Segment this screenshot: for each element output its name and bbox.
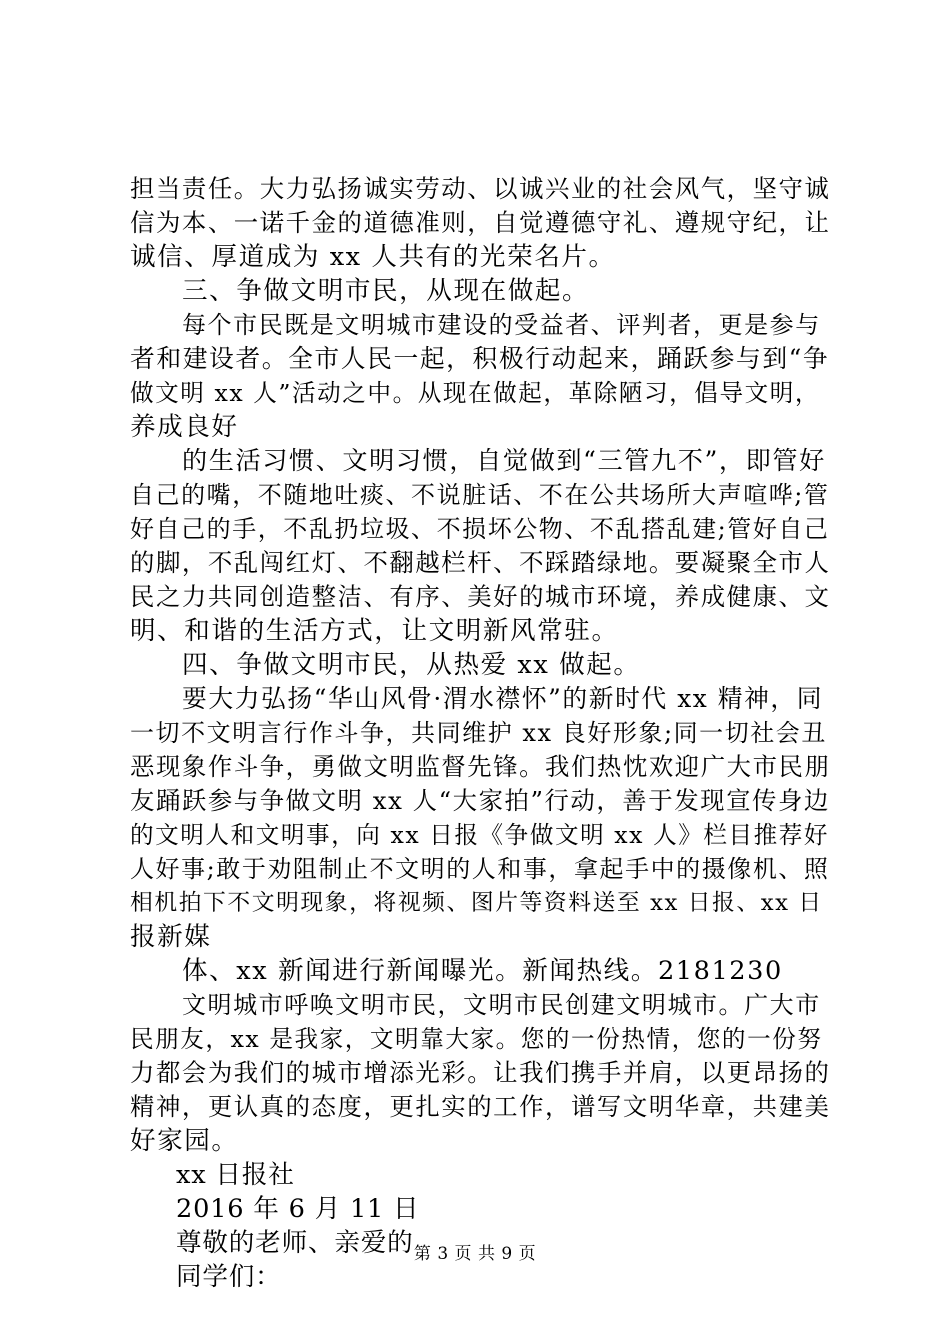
text-line: 每个市民既是文明城市建设的受益者、评判者，更是参与 xyxy=(182,311,821,339)
text-line: 体、xx 新闻进行新闻曝光。新闻热线。2181230 xyxy=(182,956,783,986)
document-body xyxy=(130,172,830,1294)
text-line: 做文明 xx 人”活动之中。从现在做起，革除陋习，倡导文明， xyxy=(130,379,821,407)
text-line: 好家园。 xyxy=(130,1126,239,1156)
text-line: 的脚，不乱闯红灯、不翻越栏杆、不踩踏绿地。要凝聚全市人 xyxy=(130,548,831,577)
text-line: 民朋友，xx 是我家，文明靠大家。您的一份热情，您的一份努 xyxy=(130,1025,823,1053)
text-line: 明、和谐的生活方式，让文明新风常驻。 xyxy=(130,616,619,646)
text-line: 恶现象作斗争，勇做文明监督先锋。我们热忱欢迎广大市民朋 xyxy=(130,752,831,781)
text-line: 诚信、厚道成为 xx 人共有的光荣名片。 xyxy=(130,242,616,272)
text-line: 报新媒 xyxy=(130,922,212,952)
text-line: 的文明人和文明事，向 xx 日报《争做文明 xx 人》栏目推荐好 xyxy=(130,821,830,849)
text-line: 力都会为我们的城市增添光彩。让我们携手并肩，以更昂扬的 xyxy=(130,1058,831,1087)
signature-line: 2016 年 6 月 11 日 xyxy=(176,1194,420,1224)
body-text xyxy=(130,172,830,1158)
text-line: 的生活习惯、文明习惯，自觉做到“三管九不”，即管好 xyxy=(182,446,826,475)
page-footer: 第 3 页 共 9 页 xyxy=(413,1244,537,1264)
text-line: 一切不文明言行作斗争，共同维护 xx 良好形象;同一切社会丑 xyxy=(130,719,827,747)
text-line: 自己的嘴，不随地吐痰、不说脏话、不在公共场所大声喧哗;管 xyxy=(130,481,830,509)
text-line: 担当责任。大力弘扬诚实劳动、以诚兴业的社会风气，坚守诚 xyxy=(130,174,831,203)
text-line: 要大力弘扬“华山风骨·渭水襟怀”的新时代 xx 精神，同 xyxy=(182,684,824,713)
text-line: 养成良好 xyxy=(130,412,239,442)
signature-block xyxy=(130,1158,830,1294)
text-line: 相机拍下不文明现象，将视频、图片等资料送至 xx 日报、xx 日 xyxy=(130,890,823,916)
text-line: 信为本、一诺千金的道德准则，自觉遵德守礼、遵规守纪，让 xyxy=(130,208,831,237)
text-line: 人好事;敢于劝阻制止不文明的人和事，拿起手中的摄像机、照 xyxy=(130,855,830,883)
text-line: 文明城市呼唤文明市民，文明市民创建文明城市。广大市 xyxy=(182,991,821,1019)
text-line: 四、争做文明市民，从热爱 xx 做起。 xyxy=(182,650,641,680)
text-line: 者和建设者。全市人民一起，积极行动起来，踊跃参与到“争 xyxy=(130,344,830,373)
text-line: 精神，更认真的态度，更扎实的工作，谱写文明华章，共建美 xyxy=(130,1092,831,1121)
signature-line: xx 日报社 xyxy=(176,1160,295,1190)
text-line: 友踊跃参与争做文明 xx 人“大家拍”行动，善于发现宣传身边 xyxy=(130,786,830,815)
signature-line: 同学们： xyxy=(176,1262,282,1292)
signature-line: 尊敬的老师、亲爱的 xyxy=(176,1228,414,1258)
text-line: 民之力共同创造整洁、有序、美好的城市环境，养成健康、文 xyxy=(130,582,831,611)
text-line: 好自己的手，不乱扔垃圾、不损坏公物、不乱搭乱建;管好自己 xyxy=(130,515,830,543)
text-line: 三、争做文明市民，从现在做起。 xyxy=(182,276,590,306)
